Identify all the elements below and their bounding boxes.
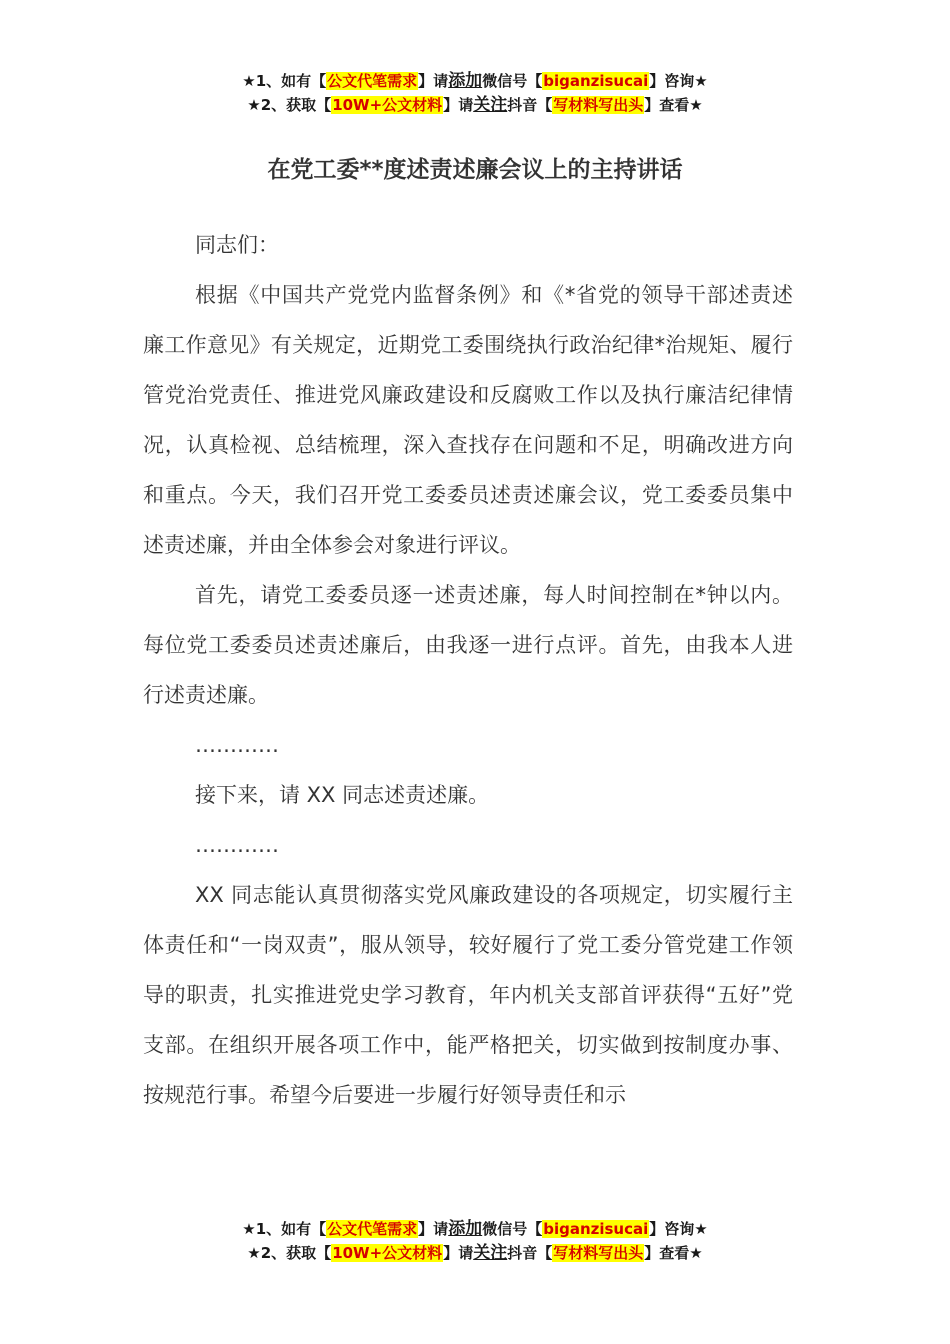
header-banner xyxy=(0,69,950,117)
paragraph-greeting: 同志们： xyxy=(195,233,279,257)
underlined-add: 添加 xyxy=(448,1219,483,1239)
paragraph-ellipsis: ………… xyxy=(195,733,279,757)
underlined-follow: 关注 xyxy=(473,95,508,115)
highlight-service: 公文代笔需求 xyxy=(327,1220,418,1238)
highlight-douyin: 写材料写出头 xyxy=(553,96,644,114)
footer-banner xyxy=(0,1217,950,1265)
highlight-materials: 10W+公文材料 xyxy=(332,1244,443,1262)
highlight-service: 公文代笔需求 xyxy=(327,72,418,90)
document-body xyxy=(143,220,793,1120)
highlight-douyin: 写材料写出头 xyxy=(553,1244,644,1262)
paragraph: 根据《中国共产党党内监督条例》和《*省党的领导干部述责述廉工作意见》有关规定，近期党工委围绕执行政治纪律*治规矩、履行管党治党责任、推进党风廉政建设和反腐败工作以及执行廉洁纪律情况，认真检视、总结梳理，深入查找存在问题和不足，明确改进方向和重点。今天，我们召开党工委委员述责述廉会议，党工委委员集中述责述廉，并由全体参会对象进行评议。 xyxy=(143,283,793,557)
paragraph: XX 同志能认真贯彻落实党风廉政建设的各项规定，切实履行主体责任和“一岗双责”，服从领导，较好履行了党工委分管党建工作领导的职责，扎实推进党史学习教育，年内机关支部首评获得“五好”党支部。在组织开展各项工作中，能严格把关，切实做到按制度办事、按规范行事。希望今后要进一步履行好领导责任和示 xyxy=(143,883,793,1107)
banner-line-2: ★2、获取【10W+公文材料】请关注抖音【写材料写出头】查看★ xyxy=(247,95,703,115)
paragraph: 接下来，请 XX 同志述责述廉。 xyxy=(195,783,490,807)
highlight-wechat-id: biganzisucai xyxy=(543,72,649,90)
underlined-follow: 关注 xyxy=(473,1243,508,1263)
paragraph-ellipsis: ………… xyxy=(195,833,279,857)
highlight-wechat-id: biganzisucai xyxy=(543,1220,649,1238)
highlight-materials: 10W+公文材料 xyxy=(332,96,443,114)
banner-line-2: ★2、获取【10W+公文材料】请关注抖音【写材料写出头】查看★ xyxy=(247,1243,703,1263)
paragraph: 首先，请党工委委员逐一述责述廉，每人时间控制在*钟以内。每位党工委委员述责述廉后，由我逐一进行点评。首先，由我本人进行述责述廉。 xyxy=(143,583,793,707)
document-title: 在党工委**度述责述廉会议上的主持讲话 xyxy=(267,157,683,183)
banner-line-1: ★1、如有【公文代笔需求】请添加微信号【biganzisucai】咨询★ xyxy=(242,1219,708,1239)
underlined-add: 添加 xyxy=(448,71,483,91)
banner-line-1: ★1、如有【公文代笔需求】请添加微信号【biganzisucai】咨询★ xyxy=(242,71,708,91)
